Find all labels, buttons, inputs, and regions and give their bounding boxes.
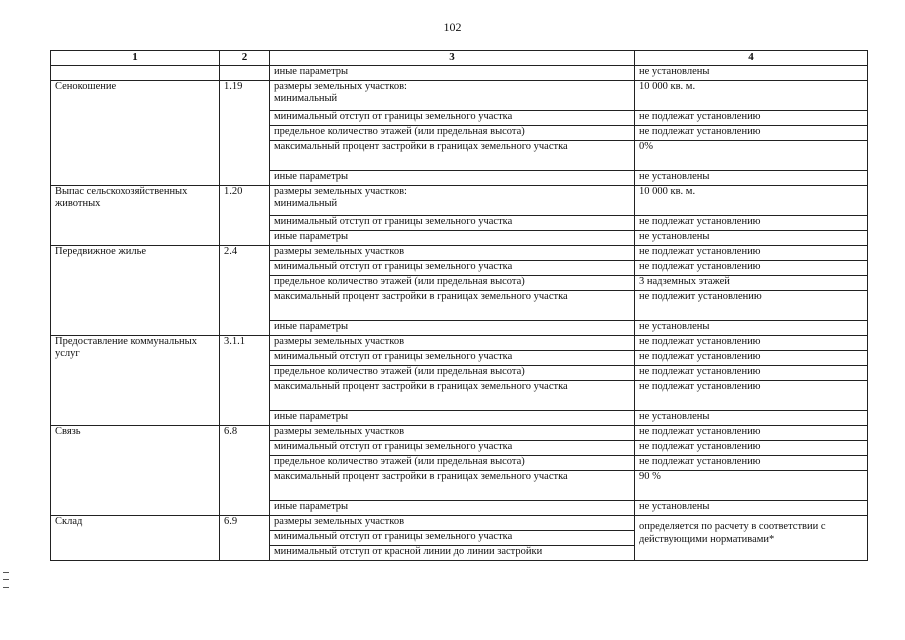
parameter-cell: предельное количество этажей (или предельная высота) [270, 456, 635, 471]
value-cell: не установлены [635, 501, 868, 516]
value-cell: 0% [635, 141, 868, 171]
parameter-cell: минимальный отступ от границы земельного участка [270, 531, 635, 546]
use-name-cell: Склад [51, 516, 220, 561]
value-cell: не подлежат установлению [635, 456, 868, 471]
value-cell: не подлежат установлению [635, 381, 868, 411]
page-number: 102 [443, 20, 462, 34]
value-cell: 10 000 кв. м. [635, 81, 868, 111]
parameter-cell: максимальный процент застройки в границах земельного участка [270, 291, 635, 321]
value-cell: не установлены [635, 231, 868, 246]
table-row [51, 426, 868, 441]
parameter-cell: предельное количество этажей (или предельная высота) [270, 126, 635, 141]
value-cell: 90 % [635, 471, 868, 501]
parameter-cell: иные параметры [270, 321, 635, 336]
value-cell: не установлены [635, 411, 868, 426]
value-cell: определяется по расчету в соответствии с действующими нормативами* [635, 516, 868, 561]
use-name-cell: Выпас сельскохозяйственных животных [51, 186, 220, 246]
parameter-cell: иные параметры [270, 171, 635, 186]
use-code-cell: 1.20 [220, 186, 270, 246]
value-cell: не подлежат установлению [635, 246, 868, 261]
parameter-cell: размеры земельных участков [270, 246, 635, 261]
table-row [51, 516, 868, 531]
parameter-cell: иные параметры [270, 66, 635, 81]
use-name-cell: Связь [51, 426, 220, 516]
parameter-cell: иные параметры [270, 411, 635, 426]
use-code-cell: 1.19 [220, 81, 270, 186]
value-cell: 3 надземных этажей [635, 276, 868, 291]
value-cell: не установлены [635, 321, 868, 336]
use-name-cell [51, 66, 220, 81]
table-row [51, 246, 868, 261]
parameter-cell: размеры земельных участков [270, 336, 635, 351]
parameter-cell: предельное количество этажей (или предельная высота) [270, 276, 635, 291]
margin-mark [3, 572, 9, 588]
use-code-cell: 6.8 [220, 426, 270, 516]
parameter-cell: предельное количество этажей (или предельная высота) [270, 366, 635, 381]
parameter-cell: минимальный отступ от границы земельного участка [270, 351, 635, 366]
parameter-cell: размеры земельных участков [270, 426, 635, 441]
parameter-cell: иные параметры [270, 501, 635, 516]
value-cell: не подлежат установлению [635, 111, 868, 126]
value-cell: не подлежат установлению [635, 366, 868, 381]
value-cell: не установлены [635, 171, 868, 186]
table-row [51, 336, 868, 351]
use-name-cell: Передвижное жилье [51, 246, 220, 336]
value-cell: не подлежат установлению [635, 441, 868, 456]
use-code-cell: 2.4 [220, 246, 270, 336]
value-cell: не подлежат установлению [635, 261, 868, 276]
header-row [51, 51, 868, 66]
value-cell: не подлежат установлению [635, 336, 868, 351]
column-header: 2 [220, 51, 270, 66]
table-row [51, 66, 868, 81]
use-code-cell: 6.9 [220, 516, 270, 561]
parameter-cell: максимальный процент застройки в границах земельного участка [270, 381, 635, 411]
parameter-cell: размеры земельных участков [270, 516, 635, 531]
use-code-cell: 3.1.1 [220, 336, 270, 426]
parameter-cell: минимальный отступ от границы земельного участка [270, 216, 635, 231]
parameter-cell: минимальный отступ от красной линии до линии застройки [270, 546, 635, 561]
table-body [51, 66, 868, 561]
value-cell: 10 000 кв. м. [635, 186, 868, 216]
parameter-cell: минимальный отступ от границы земельного участка [270, 441, 635, 456]
use-name-cell: Предоставление коммунальных услуг [51, 336, 220, 426]
regulations-table [50, 50, 868, 561]
table-row [51, 81, 868, 111]
column-header: 3 [270, 51, 635, 66]
value-cell: не подлежат установлению [635, 126, 868, 141]
column-header: 1 [51, 51, 220, 66]
value-cell: не подлежит установлению [635, 291, 868, 321]
value-cell: не подлежат установлению [635, 426, 868, 441]
use-name-cell: Сенокошение [51, 81, 220, 186]
parameter-cell: максимальный процент застройки в границах земельного участка [270, 141, 635, 171]
column-header: 4 [635, 51, 868, 66]
parameter-cell: минимальный отступ от границы земельного участка [270, 111, 635, 126]
parameter-cell: размеры земельных участков: минимальный [270, 186, 635, 216]
value-cell: не установлены [635, 66, 868, 81]
value-cell: не подлежат установлению [635, 216, 868, 231]
value-cell: не подлежат установлению [635, 351, 868, 366]
parameter-cell: иные параметры [270, 231, 635, 246]
parameter-cell: минимальный отступ от границы земельного участка [270, 261, 635, 276]
table-row [51, 186, 868, 216]
parameter-cell: максимальный процент застройки в границах земельного участка [270, 471, 635, 501]
use-code-cell [220, 66, 270, 81]
parameter-cell: размеры земельных участков: минимальный [270, 81, 635, 111]
